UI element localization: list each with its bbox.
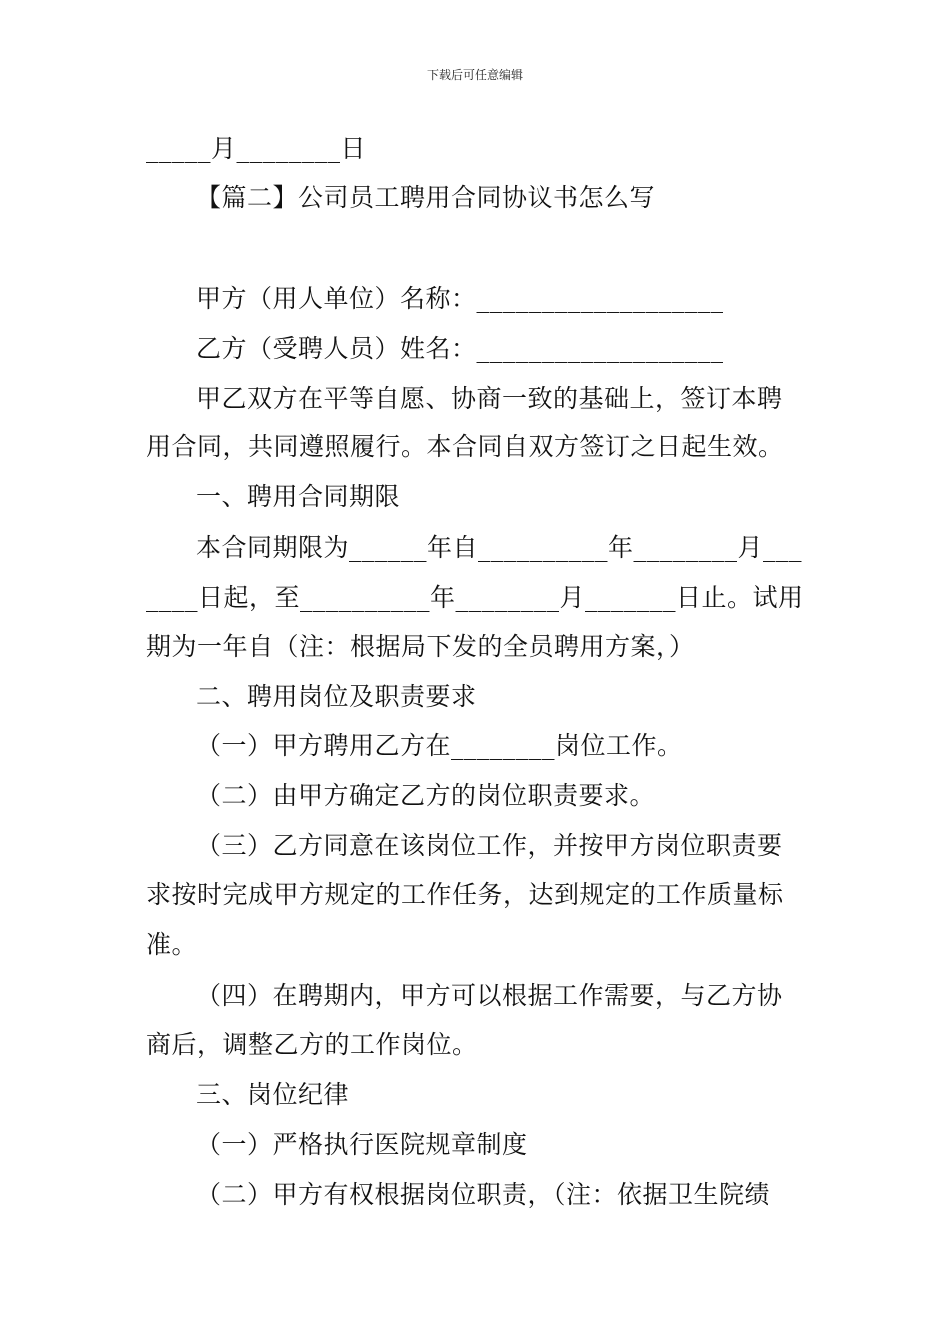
text-line: ____日起，至__________年________月_______日止。试用	[146, 583, 804, 612]
text-line: 准。	[146, 930, 198, 959]
text-line: （二）由甲方确定乙方的岗位职责要求。	[196, 781, 656, 810]
text-line: 【篇二】公司员工聘用合同协议书怎么写	[196, 183, 656, 212]
text-line: 三、岗位纪律	[196, 1080, 350, 1109]
page-header: 下载后可任意编辑	[426, 68, 523, 82]
text-line: 用合同，共同遵照履行。本合同自双方签订之日起生效。	[146, 432, 784, 461]
text-line: 期为一年自（注：根据局下发的全员聘用方案，）	[146, 632, 695, 661]
text-line: 本合同期限为______年自__________年________月___	[196, 533, 803, 562]
text-line: （一）严格执行医院规章制度	[196, 1130, 528, 1159]
text-line: （二）甲方有权根据岗位职责，（注：依据卫生院绩	[196, 1180, 771, 1209]
text-line: （三）乙方同意在该岗位工作，并按甲方岗位职责要	[196, 831, 783, 860]
text-line: 商后，调整乙方的工作岗位。	[146, 1030, 478, 1059]
text-line: （一）甲方聘用乙方在________岗位工作。	[196, 731, 683, 760]
text-line: 一、聘用合同期限	[196, 482, 401, 511]
text-line: 求按时完成甲方规定的工作任务，达到规定的工作质量标	[146, 880, 784, 909]
text-line: （四）在聘期内，甲方可以根据工作需要，与乙方协	[196, 981, 783, 1010]
text-line: _____月________日	[146, 134, 367, 163]
text-line: 甲乙双方在平等自愿、协商一致的基础上，签订本聘	[196, 384, 783, 413]
text-line: 甲方（用人单位）名称：___________________	[196, 284, 724, 313]
text-line: 乙方（受聘人员）姓名：___________________	[196, 334, 724, 363]
text-line: 二、聘用岗位及职责要求	[196, 682, 477, 711]
